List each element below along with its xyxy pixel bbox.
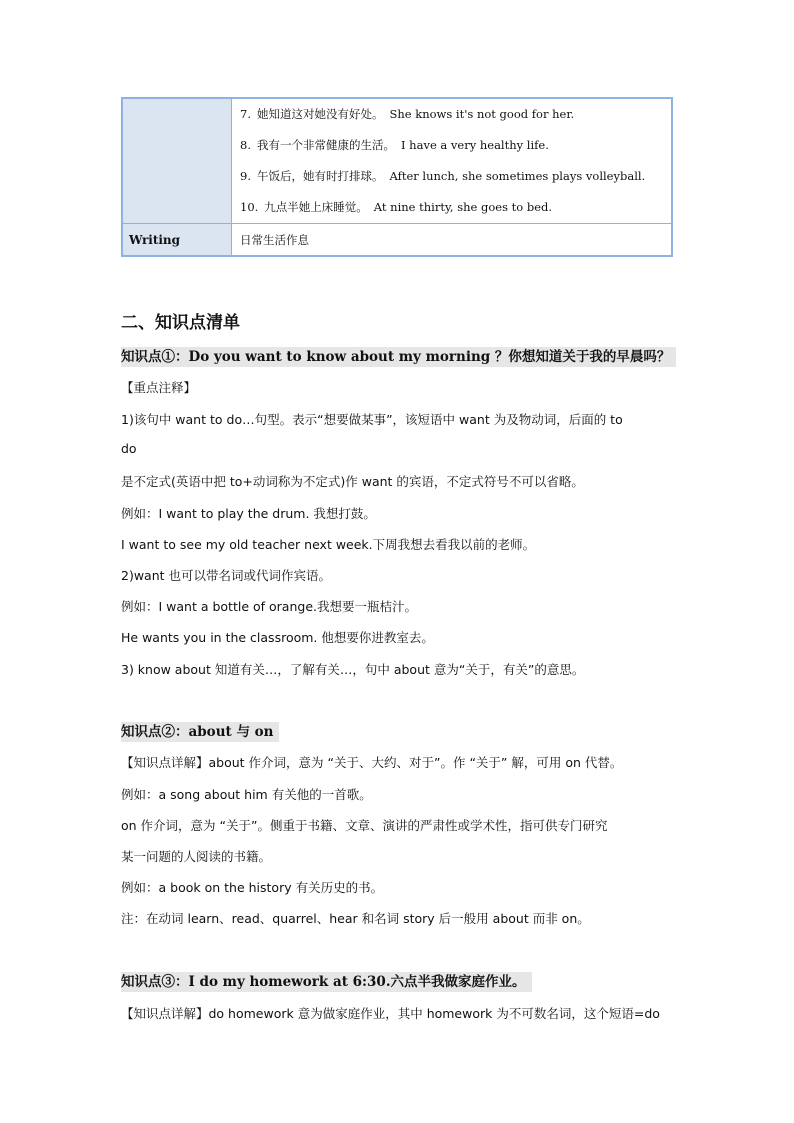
sentence-item: 9. 午饭后，她有时打排球。 After lunch, she sometimes plays volleyball.: [240, 169, 646, 183]
kp1-line: He wants you in the classroom. 他想要你进教室去。: [121, 630, 434, 645]
writing-value: 日常生活作息: [240, 232, 309, 247]
vocab-table: [121, 97, 673, 257]
section-title: 二、知识点清单: [121, 313, 240, 333]
kp2-line: 某一问题的人阅读的书籍。: [121, 849, 272, 864]
kp1-line: 例如：I want to play the drum. 我想打鼓。: [121, 506, 376, 521]
kp1-title: 知识点①：Do you want to know about my morning ？你想知道关于我的早晨吗？: [121, 345, 676, 365]
kp1-line: 例如：I want a bottle of orange.我想要一瓶桔汁。: [121, 599, 417, 614]
kp2-title: 知识点②：about 与 on: [121, 720, 279, 740]
kp1-line: 3) know about 知道有关…，了解有关…，句中 about 意为“关于，有关”的意思。: [121, 662, 585, 677]
sentences-cell: [232, 99, 671, 223]
kp1-note-header: 【重点注释】: [121, 380, 197, 395]
row-label-empty: [123, 99, 232, 223]
kp2-line: 例如：a song about him 有关他的一首歌。: [121, 787, 372, 802]
sentence-item: 10. 九点半她上床睡觉。 At nine thirty, she goes to bed.: [240, 200, 553, 214]
kp1-line: do: [121, 441, 137, 456]
kp1-line: 是不定式(英语中把 to+动词称为不定式)作 want 的宾语，不定式符号不可以省略。: [121, 474, 584, 489]
sentence-item: 8. 我有一个非常健康的生活。 I have a very healthy life.: [240, 138, 549, 152]
kp2-line: 【知识点详解】about 作介词，意为 “关于、大约、对于”。作 “关于” 解，可用 on 代替。: [121, 755, 623, 770]
sentence-item: 7. 她知道这对她没有好处。 She knows it's not good for her.: [240, 107, 575, 121]
kp1-line: 1)该句中 want to do…句型。表示“想要做某事”，该短语中 want 为及物动词，后面的 to: [121, 412, 623, 427]
kp2-line: on 作介词，意为 “关于”。侧重于书籍、文章、演讲的严肃性或学术性，指可供专门研究: [121, 818, 608, 833]
kp3-line: 【知识点详解】do homework 意为做家庭作业，其中 homework 为不可数名词，这个短语=do: [121, 1006, 660, 1021]
kp1-line: 2)want 也可以带名词或代词作宾语。: [121, 568, 332, 583]
sentences-row: [123, 99, 671, 224]
writing-row: [123, 224, 671, 255]
kp2-line: 注：在动词 learn、read、quarrel、hear 和名词 story 后一般用 about 而非 on。: [121, 911, 590, 926]
kp3-title: 知识点③：I do my homework at 6:30.六点半我做家庭作业。: [121, 970, 532, 990]
kp2-line: 例如：a book on the history 有关历史的书。: [121, 880, 384, 895]
writing-label: Writing: [123, 224, 232, 255]
kp1-line: I want to see my old teacher next week.下周我想去看我以前的老师。: [121, 537, 536, 552]
